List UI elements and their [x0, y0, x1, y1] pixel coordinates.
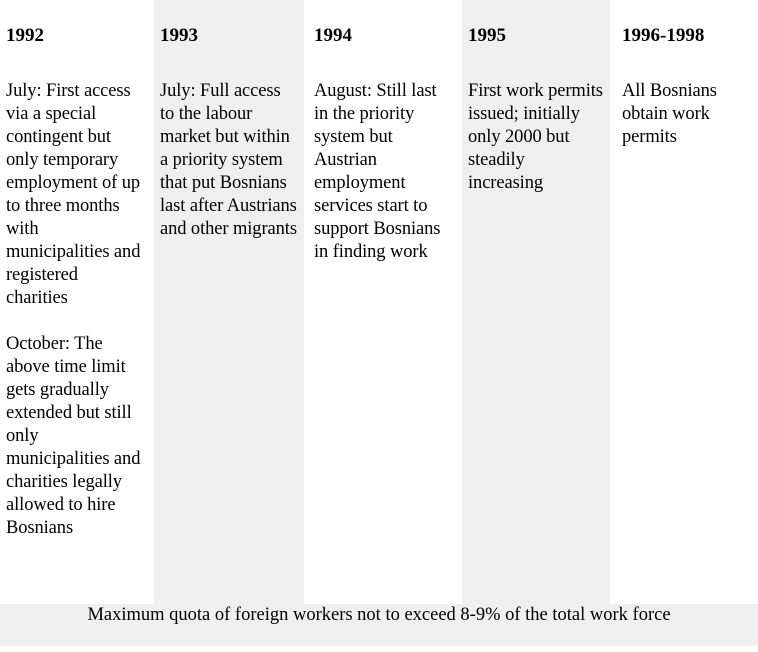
year-heading: 1995 [468, 25, 506, 46]
event-text: August: Still last in the priority system but Austrian employment services start to support Bosnians in finding work [314, 81, 441, 262]
column-1996-1998 [616, 0, 758, 604]
event-text: First work permits issued; initially only 2000 but steadily increasing [468, 81, 603, 193]
column-1992 [0, 0, 150, 604]
year-heading: 1996-1998 [622, 25, 705, 46]
year-heading: 1993 [160, 25, 198, 46]
event-text: July: Full access to the labour market but within a priority system that put Bosnians last after Austrians and other migrants [160, 81, 297, 239]
event-text: All Bosnians obtain work permits [622, 81, 717, 147]
quota-footer: Maximum quota of foreign workers not to exceed 8-9% of the total work force [0, 604, 758, 646]
column-1995 [462, 0, 610, 604]
column-1994 [308, 0, 458, 604]
year-heading: 1992 [6, 25, 44, 46]
year-heading: 1994 [314, 25, 352, 46]
event-text: July: First access via a special contingent but only temporary employment of up to three months with municipalities and registered charities [6, 81, 141, 308]
event-text: October: The above time limit gets gradually extended but still only municipalities and charities legally allowed to hire Bosnians [6, 334, 141, 538]
column-1993 [154, 0, 304, 604]
